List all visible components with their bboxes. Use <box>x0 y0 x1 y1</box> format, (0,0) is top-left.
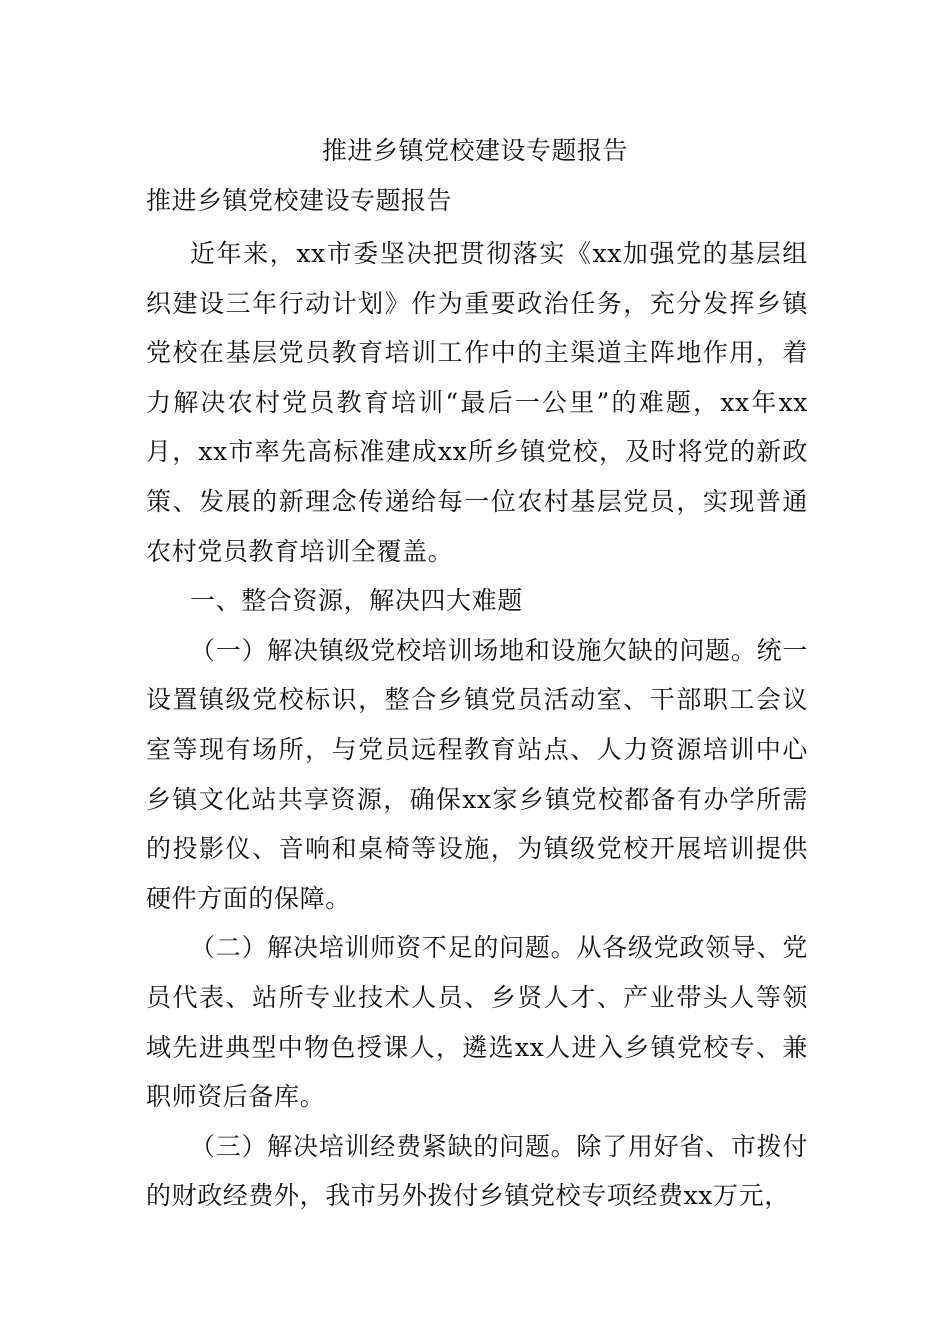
paragraph-venue: （一）解决镇级党校培训场地和设施欠缺的问题。统一设置镇级党校标识，整合乡镇党员活动室、干部职工会议室等现有场所，与党员远程教育站点、人力资源培训中心乡镇文化站共享资源，确保xx家乡镇党校都备有办学所需的投影仪、音响和桌椅等设施，为镇级党校开展培训提供硬件方面的保障。 <box>146 635 808 913</box>
document-body <box>146 229 808 1221</box>
paragraph-intro: 近年来，xx市委坚决把贯彻落实《xx加强党的基层组织建设三年行动计划》作为重要政治任务，充分发挥乡镇党校在基层党员教育培训工作中的主渠道主阵地作用，着力解决农村党员教育培训“最后一公里”的难题，xx年xx月，xx市率先高标准建成xx所乡镇党校，及时将党的新政策、发展的新理念传递给每一位农村基层党员，实现普通农村党员教育培训全覆盖。 <box>146 239 808 566</box>
paragraph-teachers: （二）解决培训师资不足的问题。从各级党政领导、党员代表、站所专业技术人员、乡贤人才、产业带头人等领域先进典型中物色授课人，遴选xx人进入乡镇党校专、兼职师资后备库。 <box>146 933 808 1112</box>
document-subtitle: 推进乡镇党校建设专题报告 <box>146 186 453 215</box>
paragraph-funding: （三）解决培训经费紧缺的问题。除了用好省、市拨付的财政经费外，我市另外拨付乡镇党校专项经费xx万元， <box>146 1131 808 1211</box>
document-title: 推进乡镇党校建设专题报告 <box>321 136 628 165</box>
section-heading-1: 一、整合资源，解决四大难题 <box>190 586 523 616</box>
